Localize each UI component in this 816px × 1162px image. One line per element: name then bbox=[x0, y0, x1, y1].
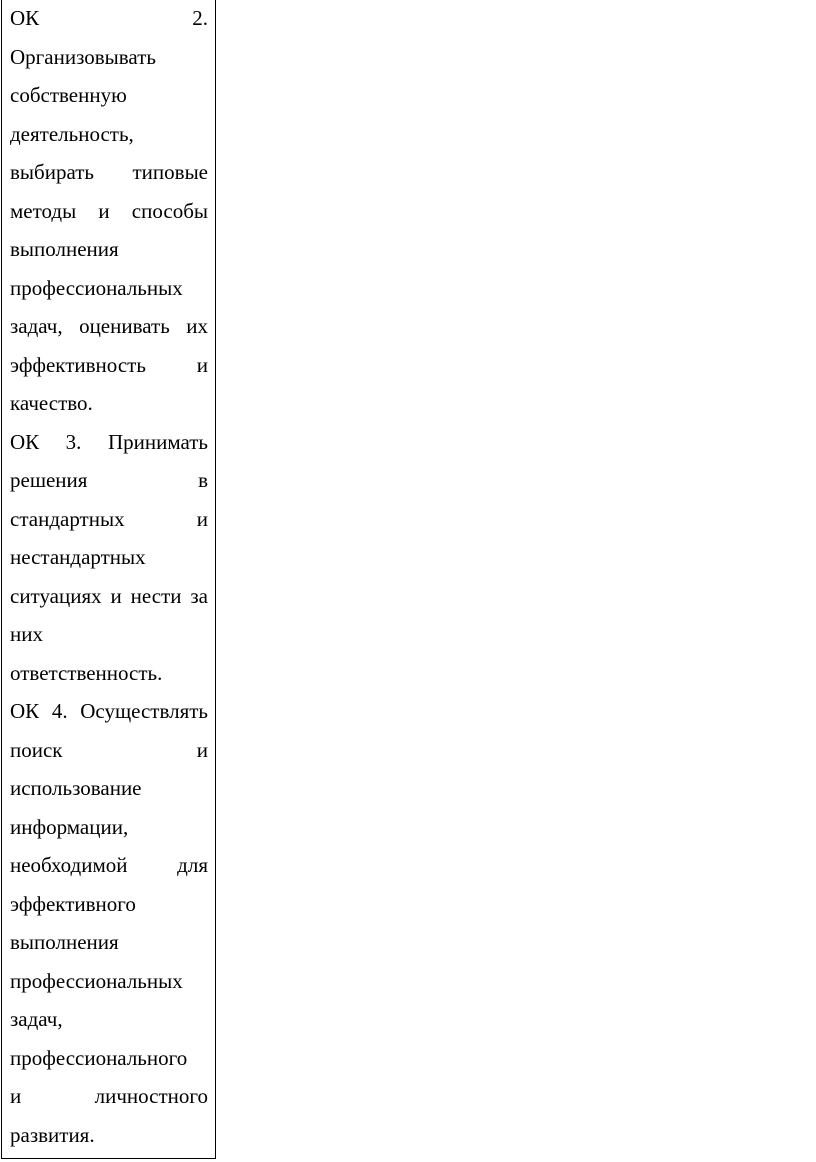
text-line: деятельность, bbox=[10, 121, 134, 146]
text-line: методы и способы bbox=[10, 198, 208, 223]
text-line: задач, bbox=[10, 1007, 63, 1031]
competencies-table-cell bbox=[1, 0, 216, 1159]
text-line: них bbox=[10, 622, 43, 646]
text-line: ситуациях и нести за bbox=[10, 583, 208, 608]
text-line: развития. bbox=[10, 1122, 95, 1147]
text-line: поиск и bbox=[10, 737, 208, 762]
text-line: ОК 4. Осуществлять bbox=[10, 699, 208, 723]
text-line: профессиональных bbox=[10, 275, 183, 300]
text-line: задач, оценивать их bbox=[10, 314, 208, 338]
text-line: и личностного bbox=[10, 1084, 208, 1108]
text-line: эффективность и bbox=[10, 352, 208, 377]
text-line: решения в bbox=[10, 468, 208, 492]
text-line: выполнения bbox=[10, 930, 119, 954]
competency-ok2 bbox=[10, 0, 208, 423]
text-line: собственную bbox=[10, 83, 127, 107]
text-line: ОК 2. bbox=[10, 6, 208, 30]
text-line: стандартных и bbox=[10, 506, 208, 531]
text-line: ОК 3. Принимать bbox=[10, 429, 208, 454]
text-line: необходимой для bbox=[10, 853, 208, 877]
text-line: эффективного bbox=[10, 891, 136, 916]
text-line: выбирать типовые bbox=[10, 160, 208, 184]
text-line: использование bbox=[10, 776, 142, 800]
text-line: Организовывать bbox=[10, 44, 156, 69]
text-line: нестандартных bbox=[10, 545, 146, 569]
text-line: профессионального bbox=[10, 1045, 188, 1070]
competency-ok4 bbox=[10, 692, 208, 1154]
text-line: ответственность. bbox=[10, 660, 163, 685]
competency-ok3 bbox=[10, 423, 208, 693]
text-line: выполнения bbox=[10, 237, 119, 261]
text-line: информации, bbox=[10, 814, 129, 839]
text-line: качество. bbox=[10, 391, 93, 415]
text-line: профессиональных bbox=[10, 968, 183, 993]
